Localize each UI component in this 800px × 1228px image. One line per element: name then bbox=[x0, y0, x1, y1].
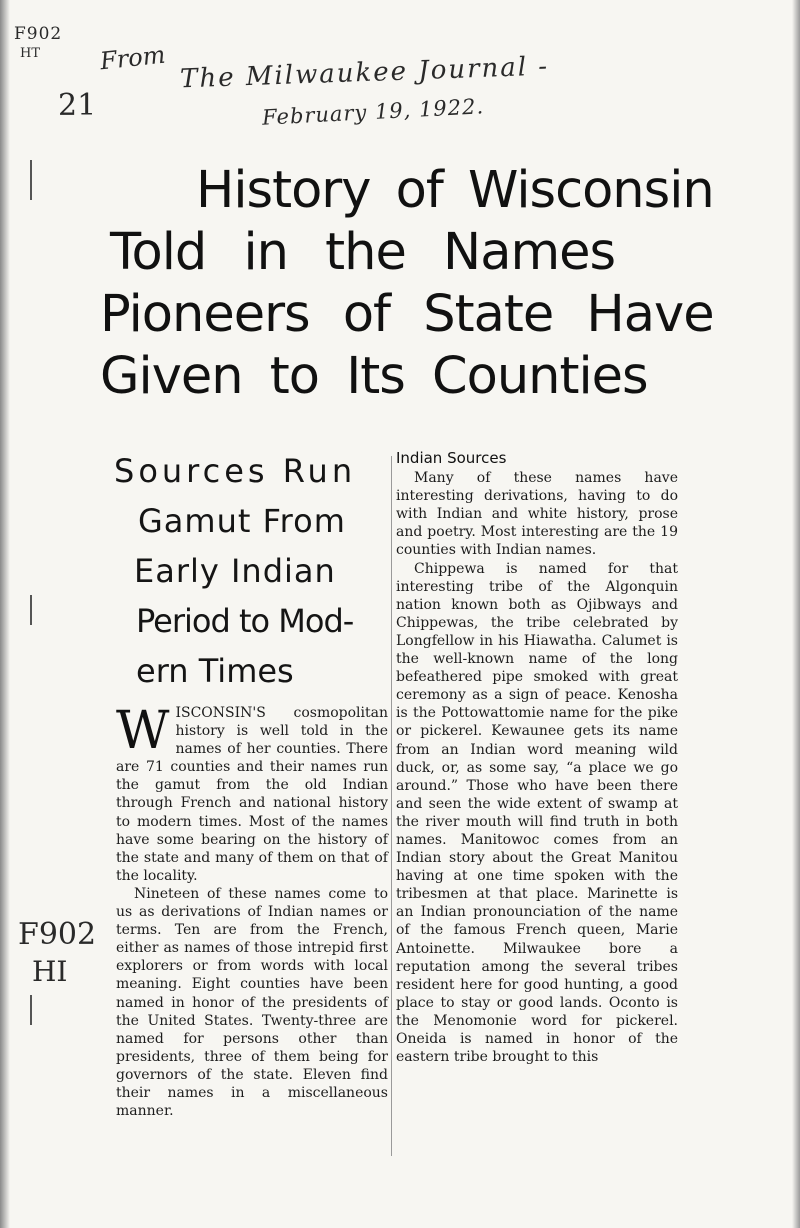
margin-mark bbox=[30, 995, 32, 1025]
handwritten-date: February 19, 1922. bbox=[261, 94, 485, 130]
subheadline-line: Gamut From bbox=[138, 502, 346, 540]
article-paragraph: Many of these names have interesting derivations, having to do with Indian and white history, prose and poetry. Most interesting are the 19 counties with Indian names. bbox=[396, 470, 678, 559]
column-rule bbox=[391, 456, 392, 1156]
subheadline-line: Early Indian bbox=[134, 552, 336, 590]
headline-line: Told in the Names bbox=[110, 223, 616, 282]
article-left-column bbox=[116, 701, 388, 1120]
article-right-column bbox=[396, 449, 678, 1066]
subheadline bbox=[114, 446, 384, 696]
article-paragraph: Chippewa is named for that interesting tribe of the Algonquin nation known both as Ojibways and Chippewas, the tribe celebrated by Longfellow in his Hiawatha. Calumet is the well-known name of the long befeathered pipe smoked with great ceremony as a sign of peace. Kenosha is the Pottowattomie name for the pike or pickerel. Kewaunee gets its name from an Indian word meaning wild duck, or, as some say, “a place we go around.” Those who have been there and seen the wide extent of swamp at the river mouth will find truth in both names. Manitowoc comes from an Indian story about the Great Manitou having at one time spoken with the tribesmen at that place. Marinette is an Indian pronounciation of the name of the famous French queen, Marie Antoinette. Milwaukee bore a reputation among the several tribes resident here for good hunting, a good place to stay or good lands. Oconto is the Menomonie word for pickerel. Oneida is named in honor of the eastern tribe brought to this bbox=[396, 560, 678, 1066]
headline-line: History of Wisconsin bbox=[196, 161, 714, 220]
handwritten-source: The Milwaukee Journal - bbox=[179, 51, 550, 95]
headline-line: Given to Its Counties bbox=[100, 347, 648, 406]
handwritten-from: From bbox=[98, 40, 167, 76]
section-heading: Indian Sources bbox=[396, 449, 507, 467]
subheadline-line: Sources Run bbox=[114, 452, 357, 490]
subheadline-line: Period to Mod- bbox=[136, 602, 354, 640]
drop-cap: W bbox=[116, 701, 170, 761]
handwritten-code-sub: HT bbox=[20, 46, 41, 61]
headline bbox=[96, 160, 736, 408]
margin-mark bbox=[30, 595, 32, 625]
handwritten-number: 21 bbox=[58, 88, 97, 123]
headline-line: Pioneers of State Have bbox=[100, 285, 714, 344]
handwritten-code-top: F902 bbox=[14, 24, 63, 44]
paragraph-text: ISCONSIN'S cosmopolitan history is well told in the names of her counties. There are 71 counties and their names run the gamut from the old Indian through French and national history to modern times. Most of the names have some bearing on the history of the state and many of them on that of the locality. bbox=[116, 705, 388, 884]
article-paragraph: Nineteen of these names come to us as derivations of Indian names or terms. Ten are from the French, either as names of those intrepid first explorers or from words with local meaning. Eight counties have been named in honor of the presidents of the United States. Twenty-three are named for persons other than presidents, three of them being for governors of the state. Eleven find their names in a miscellaneous manner. bbox=[116, 885, 388, 1120]
handwritten-catalog-code: F902 bbox=[18, 917, 97, 952]
scan-edge-left bbox=[0, 0, 10, 1228]
scan-edge-right bbox=[792, 0, 800, 1228]
handwritten-catalog-sub: HI bbox=[32, 955, 68, 988]
subheadline-line: ern Times bbox=[136, 652, 294, 690]
article-paragraph bbox=[116, 701, 388, 885]
margin-mark bbox=[30, 160, 32, 200]
